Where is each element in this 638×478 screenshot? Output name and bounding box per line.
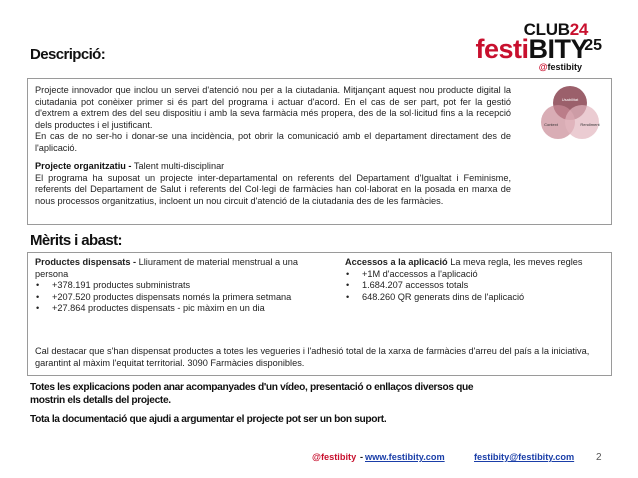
documentation-note: Tota la documentació que ajudi a argumentar el projecte pot ser un bon suport.: [30, 414, 387, 425]
venn-label-right: Rendiment: [580, 122, 600, 127]
merits-heading: Mèrits i abast:: [30, 232, 122, 249]
venn-diagram: [531, 83, 609, 145]
venn-label-top: Usabilitat: [561, 97, 579, 102]
access-column: [345, 257, 607, 303]
descripcio-heading: Descripció:: [30, 46, 106, 63]
list-item: • +1M d'accessos a l'aplicació: [345, 269, 607, 281]
footer-website-link[interactable]: www.festibity.com: [365, 452, 445, 462]
footer-separator: -: [360, 452, 364, 462]
explanations-note: Totes les explicacions poden anar acompanyades d'un vídeo, presentació o enllaços diversos que mostrin els detalls del projecte.: [30, 382, 474, 406]
coverage-note: Cal destacar que s'han dispensat productes a totes les vegueries i l'adhesió total de la xarxa de farmàcies d'arreu del país a la iniciativa, garantint al màxim l'equitat territorial. 3090 Farmàcies disponibles.: [35, 346, 590, 368]
list-item: • +207.520 productes dispensats només la primera setmana: [35, 292, 325, 304]
products-heading: Productes dispensats - Lliurament de material menstrual a una persona: [35, 257, 298, 279]
logo-club: CLUB24: [523, 20, 588, 39]
description-paragraph: Projecte innovador que inclou un servei d'atenció nou per a la ciutadania. Mitjançant aquest nou producte digital la ciutadania pot conèixer primer si és part del programa i actuar d'acord. En el cas de ser part, pot fer la gestió d'extrem a extrem des del seu dispositiu i amb la seva farmàcia més propera, des de la sol·licitud fins a la recepció dels productes i el justificant. En cas de no ser-ho i donar-se una incidència, pot obrir la comunicació amb el departament directament des de l'aplicació.: [35, 85, 511, 153]
list-item: • +27.864 productes dispensats - pic màxim en un dia: [35, 303, 325, 315]
footer-email-link[interactable]: festibity@festibity.com: [474, 452, 575, 462]
products-list: [35, 280, 325, 315]
footer-handle-link[interactable]: @festibity: [312, 452, 357, 462]
logo-wordmark: festiBITY: [475, 34, 588, 64]
logo-year: 25: [584, 37, 602, 54]
logo-handle: @festibity: [538, 62, 582, 72]
products-column: [35, 257, 325, 315]
access-list: [345, 269, 607, 304]
list-item: • +378.191 productes subministrats: [35, 280, 325, 292]
page-number: 2: [596, 452, 602, 463]
access-heading: Accessos a la aplicació La meva regla, les meves regles: [345, 257, 583, 267]
description-box: [27, 78, 612, 225]
merits-box: [27, 252, 612, 376]
list-item: • 648.260 QR generats dins de l'aplicació: [345, 292, 607, 304]
venn-label-left: Context: [544, 122, 558, 127]
organisational-paragraph: Projecte organitzatiu - Talent multi-disciplinar El programa ha suposat un projecte inter-departamental on referents del Departament d'Igualtat i Feminisme, referents del Departament de Salut i referents del Col·legi de farmàcies han col·laborat en la posada en marxa de nous processos organitzatius, incloent un nou circuit d'atenció de la ciutadania des de les farmàcies.: [35, 161, 511, 206]
festibity-logo: [462, 14, 602, 76]
list-item: • 1.684.207 accessos totals: [345, 280, 607, 292]
